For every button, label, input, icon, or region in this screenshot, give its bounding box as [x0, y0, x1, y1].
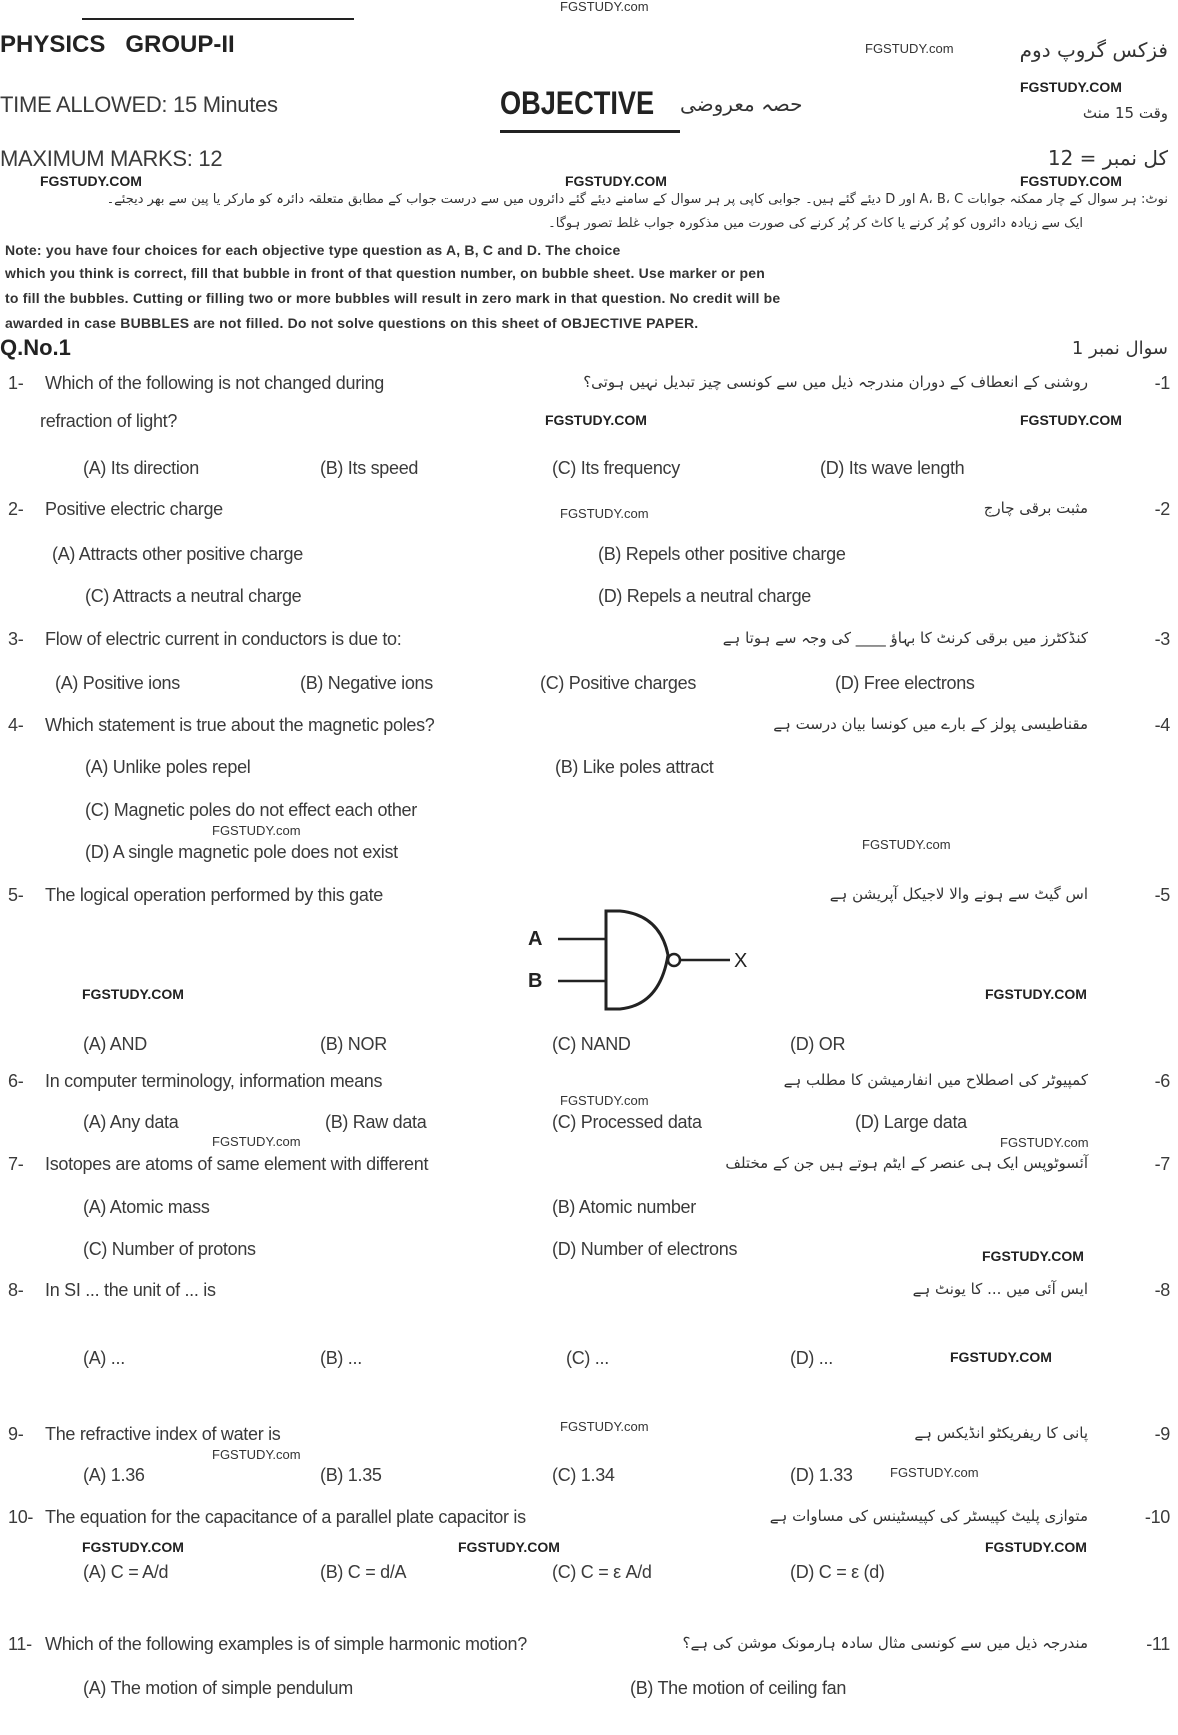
question-number: 2- — [8, 499, 24, 519]
top-rule — [82, 18, 354, 20]
answer-option-d: (D) OR — [790, 1034, 846, 1054]
question-text-urdu: مثبت برقی چارج — [983, 499, 1088, 517]
watermark: FGSTUDY.com — [212, 823, 301, 838]
question-number: 1- — [8, 373, 24, 393]
answer-option-d: (D) Number of electrons — [552, 1239, 738, 1259]
question-number: 9- — [8, 1424, 24, 1444]
question-number-urdu-side: 8- — [1154, 1280, 1170, 1300]
question-number: 7- — [8, 1154, 24, 1174]
question-number: 11- — [8, 1634, 32, 1654]
answer-option-a: (A) Positive ions — [55, 673, 180, 693]
answer-option-a: (A) Atomic mass — [83, 1197, 210, 1217]
question-text: The refractive index of water is — [45, 1424, 281, 1444]
answer-option-d: (D) Large data — [855, 1112, 967, 1132]
watermark: FGSTUDY.com — [560, 506, 649, 521]
note-line: Note: you have four choices for each objective type question as A, B, C and D. The choice — [5, 242, 621, 258]
question-text-urdu: روشنی کے انعطاف کے دوران مندرجہ ذیل میں سے کونسی چیز تبدیل نہیں ہوتی؟ — [583, 373, 1088, 391]
answer-option-d: (D) 1.33 — [790, 1465, 853, 1485]
answer-option-c: (C) 1.34 — [552, 1465, 615, 1485]
question-text-urdu: پانی کا ریفریکٹو انڈیکس ہے — [914, 1424, 1088, 1442]
watermark: FGSTUDY.com — [865, 41, 954, 56]
answer-option-a: (A) Its direction — [83, 458, 199, 478]
inversion-bubble — [668, 954, 680, 966]
watermark: FGSTUDY.com — [212, 1134, 301, 1149]
question-number-urdu-side: 11- — [1146, 1634, 1170, 1654]
max-marks: MAXIMUM MARKS: 12 — [0, 146, 223, 171]
note-line: to fill the bubbles. Cutting or filling two or more bubbles will result in zero mark in that question. No credit will be — [5, 290, 781, 306]
watermark: FGSTUDY.COM — [985, 986, 1087, 1002]
answer-option-a: (A) Unlike poles repel — [85, 757, 251, 777]
question-number-urdu-side: 6- — [1154, 1071, 1170, 1091]
watermark: FGSTUDY.COM — [950, 1349, 1052, 1365]
answer-option-a: (A) Any data — [83, 1112, 179, 1132]
nand-gate-body — [606, 911, 668, 1009]
question-number-urdu-side: 4- — [1154, 715, 1170, 735]
question-text: Which of the following is not changed during — [45, 373, 385, 393]
answer-option-b: (B) Repels other positive charge — [598, 544, 846, 564]
logic-gate-diagram — [520, 905, 760, 1015]
answer-option-d: (D) ... — [790, 1348, 833, 1368]
watermark: FGSTUDY.com — [560, 1093, 649, 1108]
watermark: FGSTUDY.COM — [985, 1539, 1087, 1555]
answer-option-c: (C) Attracts a neutral charge — [85, 586, 302, 606]
answer-option-a: (A) ... — [83, 1348, 125, 1368]
section-urdu: حصہ معروضی — [680, 92, 803, 116]
question-number: 6- — [8, 1071, 24, 1091]
question-number: 10- — [8, 1507, 34, 1527]
question-text-continued: refraction of light? — [40, 411, 178, 431]
watermark: FGSTUDY.com — [1000, 1135, 1089, 1150]
question-number-urdu-side: 3- — [1154, 629, 1170, 649]
question-text-urdu: ایس آئی میں ... کا یونٹ ہے — [912, 1280, 1088, 1298]
watermark: FGSTUDY.com — [560, 0, 649, 14]
watermark: FGSTUDY.COM — [82, 986, 184, 1002]
watermark: FGSTUDY.COM — [82, 1539, 184, 1555]
question-number-heading: Q.No.1 — [0, 335, 71, 360]
section-underline — [500, 130, 680, 133]
question-text: In computer terminology, information means — [45, 1071, 383, 1091]
time-allowed: TIME ALLOWED: 15 Minutes — [0, 92, 278, 117]
answer-option-b: (B) Negative ions — [300, 673, 433, 693]
question-number: 8- — [8, 1280, 24, 1300]
input-b-label: B — [528, 970, 543, 992]
question-number-urdu-side: 10- — [1144, 1507, 1170, 1527]
question-number: 4- — [8, 715, 24, 735]
answer-option-d: (D) Its wave length — [820, 458, 965, 478]
question-text-urdu: اس گیٹ سے ہونے والا لاجیکل آپریشن ہے — [829, 885, 1088, 903]
note-line: which you think is correct, fill that bubble in front of that question number, on bubble sheet. Use marker or pen — [5, 265, 766, 281]
subject: PHYSICS — [0, 31, 106, 58]
answer-option-a: (A) 1.36 — [83, 1465, 145, 1485]
watermark: FGSTUDY.COM — [982, 1248, 1084, 1264]
question-text: The logical operation performed by this gate — [45, 885, 384, 905]
watermark: FGSTUDY.COM — [458, 1539, 560, 1555]
question-text: Positive electric charge — [45, 499, 223, 519]
watermark: FGSTUDY.COM — [40, 173, 142, 189]
question-text-urdu: مقناطیسی پولز کے بارے میں کونسا بیان درست ہے — [773, 715, 1088, 733]
watermark: FGSTUDY.com — [890, 1465, 979, 1480]
answer-option-d: (D) A single magnetic pole does not exist — [85, 842, 398, 862]
question-text-urdu: مندرجہ ذیل میں سے کونسی مثال سادہ ہارمونک موشن کی ہے؟ — [682, 1634, 1088, 1652]
answer-option-d: (D) Free electrons — [835, 673, 975, 693]
answer-option-b: (B) ... — [320, 1348, 362, 1368]
question-text: Flow of electric current in conductors is due to: — [45, 629, 402, 649]
answer-option-b: (B) Raw data — [325, 1112, 427, 1132]
answer-option-a: (A) Attracts other positive charge — [52, 544, 303, 564]
output-label: X — [734, 950, 748, 972]
note-line: awarded in case BUBBLES are not filled. Do not solve questions on this sheet of OBJECTIVE PAPER. — [5, 315, 699, 331]
question-text-urdu: کنڈکٹرز میں برقی کرنٹ کا بہاؤ ____ کی وجہ سے ہوتا ہے — [722, 629, 1088, 647]
subject-urdu: فزکس گروپ دوم — [1019, 38, 1168, 62]
answer-option-c: (C) Its frequency — [552, 458, 680, 478]
answer-option-d: (D) Repels a neutral charge — [598, 586, 812, 606]
answer-option-b: (B) NOR — [320, 1034, 387, 1054]
question-text-urdu: آئسوٹوپس ایک ہی عنصر کے ایٹم ہوتے ہیں جن کے مختلف — [725, 1154, 1088, 1172]
time-urdu: وقت 15 منٹ — [1082, 104, 1168, 122]
instruction-urdu-1: نوٹ: ہر سوال کے چار ممکنہ جوابات A، B، C اور D دیئے گئے ہیں۔ جوابی کاپی پر ہر سوال کے سامنے دیئے گئے دائروں میں سے درست جواب کے مطابق متعلقہ دائرہ کو مارکر یا پین سے بھر دیجئے۔ — [106, 192, 1168, 207]
question-number: 5- — [8, 885, 24, 905]
question-text: In SI ... the unit of ... is — [45, 1280, 216, 1300]
question-text-urdu: کمپیوٹر کی اصطلاح میں انفارمیشن کا مطلب ہے — [783, 1071, 1088, 1089]
subject-title — [0, 32, 235, 58]
watermark: FGSTUDY.COM — [545, 412, 647, 428]
question-number-urdu-side: 7- — [1154, 1154, 1170, 1174]
answer-option-c: (C) Magnetic poles do not effect each other — [85, 800, 417, 820]
question-number-urdu: سوال نمبر 1 — [1071, 338, 1168, 359]
watermark: FGSTUDY.com — [212, 1447, 301, 1462]
section-title: OBJECTIVE — [500, 85, 655, 121]
answer-option-c: (C) NAND — [552, 1034, 631, 1054]
answer-option-b: (B) The motion of ceiling fan — [630, 1678, 847, 1698]
question-text: Isotopes are atoms of same element with different — [45, 1154, 429, 1174]
question-number-urdu-side: 5- — [1154, 885, 1170, 905]
answer-option-a: (A) The motion of simple pendulum — [83, 1678, 353, 1698]
question-text: Which of the following examples is of simple harmonic motion? — [45, 1634, 527, 1654]
marks-urdu: کل نمبر = 12 — [1047, 146, 1168, 170]
answer-option-a: (A) AND — [83, 1034, 147, 1054]
answer-option-c: (C) C = ε A/d — [552, 1562, 652, 1582]
watermark: FGSTUDY.COM — [1020, 173, 1122, 189]
answer-option-c: (C) Positive charges — [540, 673, 697, 693]
question-number: 3- — [8, 629, 24, 649]
answer-option-d: (D) C = ε (d) — [790, 1562, 885, 1582]
answer-option-b: (B) Like poles attract — [555, 757, 714, 777]
answer-option-c: (C) Number of protons — [83, 1239, 256, 1259]
question-text-urdu: متوازی پلیٹ کپیسٹر کی کپیسٹینس کی مساوات ہے — [769, 1507, 1088, 1525]
answer-option-b: (B) 1.35 — [320, 1465, 382, 1485]
watermark: FGSTUDY.com — [560, 1419, 649, 1434]
answer-option-b: (B) Atomic number — [552, 1197, 696, 1217]
watermark: FGSTUDY.com — [862, 837, 951, 852]
instruction-urdu-2: ایک سے زیادہ دائروں کو پُر کرنے یا کاٹ کر پُر کرنے کی صورت میں مذکورہ جواب غلط تصور ہوگا۔ — [548, 216, 1083, 231]
input-a-label: A — [528, 928, 543, 950]
question-number-urdu-side: 2- — [1154, 499, 1170, 519]
watermark: FGSTUDY.COM — [1020, 79, 1122, 95]
answer-option-c: (C) ... — [566, 1348, 609, 1368]
question-number-urdu-side: 1- — [1154, 373, 1170, 393]
answer-option-c: (C) Processed data — [552, 1112, 702, 1132]
group: GROUP-II — [125, 31, 235, 58]
watermark: FGSTUDY.COM — [565, 173, 667, 189]
answer-option-b: (B) Its speed — [320, 458, 419, 478]
watermark: FGSTUDY.COM — [1020, 412, 1122, 428]
answer-option-b: (B) C = d/A — [320, 1562, 407, 1582]
question-text: The equation for the capacitance of a parallel plate capacitor is — [45, 1507, 526, 1527]
question-number-urdu-side: 9- — [1154, 1424, 1170, 1444]
answer-option-a: (A) C = A/d — [83, 1562, 169, 1582]
question-text: Which statement is true about the magnetic poles? — [45, 715, 435, 735]
